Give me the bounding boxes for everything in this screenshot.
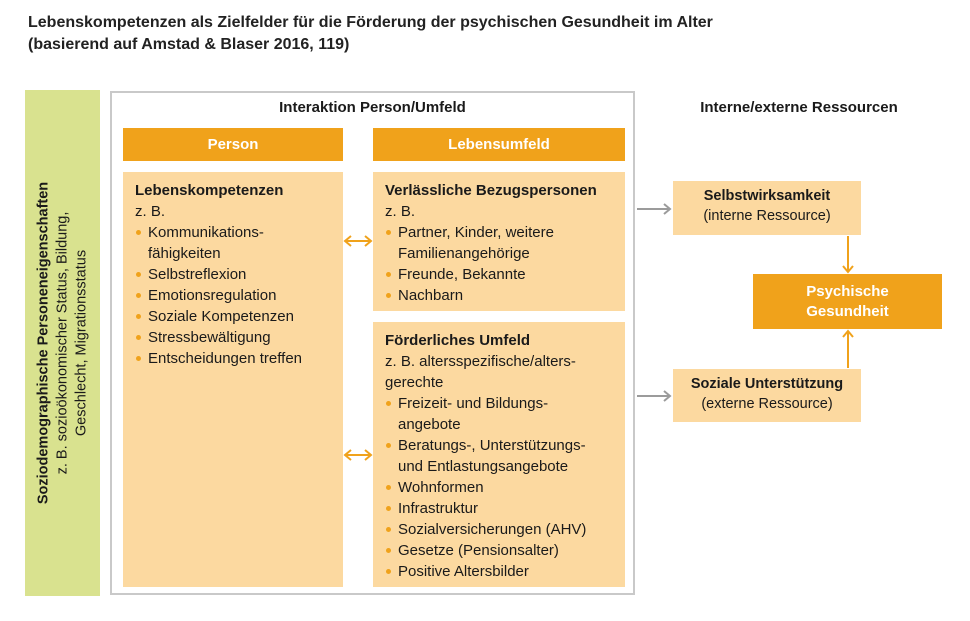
list-item: Infrastruktur <box>385 498 615 519</box>
list-item: Partner, Kinder, weitere Familienangehörige <box>385 222 615 264</box>
social-support-sub: (externe Ressource) <box>701 396 833 412</box>
list-item: Emotionsregulation <box>135 285 333 306</box>
arrow-support-to-health <box>843 331 853 368</box>
reliable-persons-heading: Verlässliche Bezugspersonen <box>385 182 597 199</box>
arrow-self-efficacy-to-health <box>843 236 853 272</box>
arrow-to-self-efficacy <box>637 204 670 214</box>
arrow-to-social-support <box>637 391 670 401</box>
list-item: Wohnformen <box>385 477 615 498</box>
list-item: Kommunikations- fähigkeiten <box>135 222 333 264</box>
list-item: Selbstreflexion <box>135 264 333 285</box>
list-item: Freunde, Bekannte <box>385 264 615 285</box>
double-arrow-upper <box>345 236 371 246</box>
resources-heading: Interne/externe Ressourcen <box>700 99 898 116</box>
environment-header: Lebensumfeld <box>373 128 625 161</box>
self-efficacy-sub: (interne Ressource) <box>703 208 831 224</box>
list-item: Sozialversicherungen (AHV) <box>385 519 615 540</box>
list-item: Stressbewältigung <box>135 327 333 348</box>
list-item: Beratungs-, Unterstützungs- und Entlastungsangebote <box>385 435 615 477</box>
reliable-persons-intro: z. B. <box>385 203 416 220</box>
mental-health-line-2: Gesundheit <box>806 302 889 320</box>
sidebar-line-2: Geschlecht, Migrationsstatus <box>73 249 89 437</box>
supportive-env-intro: z. B. altersspezifische/alters- gerechte <box>385 353 576 391</box>
list-item: Positive Altersbilder <box>385 561 615 582</box>
sidebar-line-1: z. B. sozioökonomischer Status, Bildung, <box>54 211 70 475</box>
list-item: Nachbarn <box>385 285 615 306</box>
double-arrow-lower <box>345 450 371 460</box>
person-header: Person <box>123 128 343 161</box>
title-line-1: Lebenskompetenzen als Zielfelder für die Förderung der psychischen Gesundheit im Alter <box>28 14 713 31</box>
sidebar-heading: Soziodemographische Personeneigenschaften <box>35 181 51 505</box>
list-item: Soziale Kompetenzen <box>135 306 333 327</box>
supportive-env-heading: Förderliches Umfeld <box>385 332 531 349</box>
list-item: Gesetze (Pensionsalter) <box>385 540 615 561</box>
list-item: Entscheidungen treffen <box>135 348 333 369</box>
interaction-heading: Interaktion Person/Umfeld <box>279 99 466 116</box>
title-line-2: (basierend auf Amstad & Blaser 2016, 119) <box>28 36 350 53</box>
list-item: Freizeit- und Bildungs- angebote <box>385 393 615 435</box>
social-support-title: Soziale Unterstützung <box>690 376 844 392</box>
self-efficacy-title: Selbstwirksamkeit <box>703 188 831 204</box>
life-skills-heading: Lebenskompetenzen <box>135 182 284 199</box>
life-skills-intro: z. B. <box>135 203 166 220</box>
mental-health-line-1: Psychische <box>806 282 889 300</box>
